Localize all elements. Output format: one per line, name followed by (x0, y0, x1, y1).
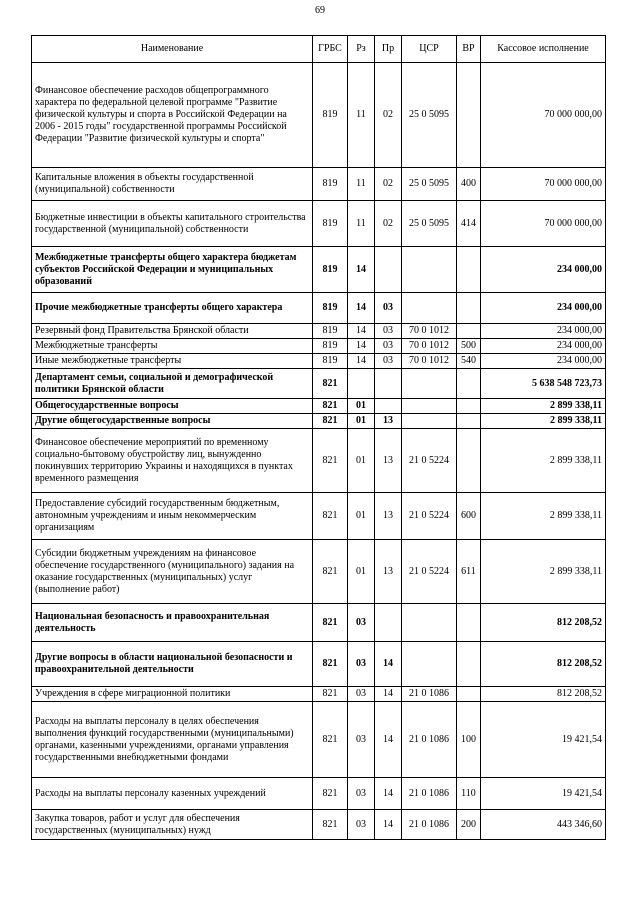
row-vr: 600 (457, 493, 481, 540)
row-csr: 21 0 1086 (402, 687, 457, 702)
row-name: Предоставление субсидий государственным бюджетным, автономным учреждениям и иным некоммерческим организациям (32, 493, 313, 540)
row-grbs: 821 (313, 493, 348, 540)
row-sum: 234 000,00 (481, 324, 606, 339)
row-grbs: 821 (313, 810, 348, 840)
row-pr: 14 (375, 687, 402, 702)
row-grbs: 821 (313, 540, 348, 604)
table-row (32, 604, 606, 642)
row-name: Другие общегосударственные вопросы (32, 414, 313, 429)
table-row (32, 324, 606, 339)
row-vr (457, 324, 481, 339)
table-row (32, 247, 606, 293)
row-sum: 19 421,54 (481, 778, 606, 810)
row-sum: 2 899 338,11 (481, 414, 606, 429)
row-name: Межбюджетные трансферты общего характера бюджетам субъектов Российской Федерации и муниципальных образований (32, 247, 313, 293)
table-row (32, 201, 606, 247)
row-pr: 14 (375, 778, 402, 810)
row-vr (457, 369, 481, 399)
row-rz: 01 (348, 493, 375, 540)
row-grbs: 819 (313, 247, 348, 293)
row-grbs: 819 (313, 201, 348, 247)
row-grbs: 821 (313, 414, 348, 429)
row-rz (348, 369, 375, 399)
row-vr (457, 687, 481, 702)
row-name: Финансовое обеспечение мероприятий по временному социально-бытовому обустройству лиц, вынужденно покинувших территорию Украины и находящихся в пунктах временного размещения (32, 429, 313, 493)
table-header-row (32, 36, 606, 63)
row-pr: 03 (375, 324, 402, 339)
row-csr (402, 247, 457, 293)
row-csr: 21 0 5224 (402, 540, 457, 604)
row-rz: 03 (348, 604, 375, 642)
table-row (32, 339, 606, 354)
row-csr (402, 642, 457, 687)
header-rz: Рз (348, 36, 375, 63)
row-pr: 13 (375, 429, 402, 493)
row-sum: 2 899 338,11 (481, 399, 606, 414)
table-row (32, 369, 606, 399)
row-rz: 03 (348, 778, 375, 810)
row-rz: 01 (348, 414, 375, 429)
row-rz: 01 (348, 429, 375, 493)
row-csr: 21 0 1086 (402, 778, 457, 810)
row-vr: 540 (457, 354, 481, 369)
row-pr: 03 (375, 339, 402, 354)
row-vr: 611 (457, 540, 481, 604)
table-row (32, 642, 606, 687)
row-sum: 70 000 000,00 (481, 63, 606, 168)
row-pr: 14 (375, 810, 402, 840)
row-rz: 14 (348, 324, 375, 339)
row-grbs: 821 (313, 642, 348, 687)
header-sum: Кассовое исполнение (481, 36, 606, 63)
row-csr (402, 399, 457, 414)
row-name: Финансовое обеспечение расходов общепрограммного характера по федеральной целевой программе "Развитие физической культуры и спорта в Российской Федерации на 2006 - 2015 годы" государственной программы Российской Федерации "Развитие физической культуры и спорта" (32, 63, 313, 168)
row-pr (375, 399, 402, 414)
row-name: Закупка товаров, работ и услуг для обеспечения государственных (муниципальных) нужд (32, 810, 313, 840)
row-vr: 110 (457, 778, 481, 810)
table-row (32, 687, 606, 702)
row-pr: 02 (375, 201, 402, 247)
row-rz: 01 (348, 540, 375, 604)
row-sum: 5 638 548 723,73 (481, 369, 606, 399)
row-sum: 234 000,00 (481, 247, 606, 293)
row-pr: 13 (375, 493, 402, 540)
row-grbs: 819 (313, 168, 348, 201)
row-csr: 21 0 1086 (402, 702, 457, 778)
row-vr (457, 247, 481, 293)
row-sum: 234 000,00 (481, 339, 606, 354)
row-csr (402, 414, 457, 429)
row-name: Расходы на выплаты персоналу в целях обеспечения выполнения функций государственными (муниципальными) органами, казенными учреждениями, органами управления государственными внебюджетными фондами (32, 702, 313, 778)
row-sum: 234 000,00 (481, 354, 606, 369)
row-vr: 400 (457, 168, 481, 201)
row-pr: 02 (375, 63, 402, 168)
row-vr (457, 414, 481, 429)
row-pr: 14 (375, 642, 402, 687)
row-grbs: 821 (313, 778, 348, 810)
table-row (32, 429, 606, 493)
row-sum: 70 000 000,00 (481, 201, 606, 247)
table-row (32, 493, 606, 540)
row-pr: 13 (375, 414, 402, 429)
row-csr: 25 0 5095 (402, 201, 457, 247)
row-name: Учреждения в сфере миграционной политики (32, 687, 313, 702)
row-rz: 03 (348, 642, 375, 687)
header-vr: ВР (457, 36, 481, 63)
header-name: Наименование (32, 36, 313, 63)
row-pr: 14 (375, 702, 402, 778)
row-name: Другие вопросы в области национальной безопасности и правоохранительной деятельности (32, 642, 313, 687)
row-grbs: 821 (313, 399, 348, 414)
row-rz: 03 (348, 810, 375, 840)
row-pr: 02 (375, 168, 402, 201)
row-sum: 2 899 338,11 (481, 429, 606, 493)
row-name: Департамент семьи, социальной и демографической политики Брянской области (32, 369, 313, 399)
row-vr (457, 604, 481, 642)
row-vr (457, 63, 481, 168)
row-sum: 443 346,60 (481, 810, 606, 840)
table-row (32, 293, 606, 324)
row-name: Прочие межбюджетные трансферты общего характера (32, 293, 313, 324)
row-name: Общегосударственные вопросы (32, 399, 313, 414)
row-sum: 19 421,54 (481, 702, 606, 778)
row-grbs: 819 (313, 293, 348, 324)
row-name: Бюджетные инвестиции в объекты капитального строительства государственной (муниципальной) собственности (32, 201, 313, 247)
row-csr: 21 0 5224 (402, 493, 457, 540)
row-grbs: 821 (313, 702, 348, 778)
row-name: Расходы на выплаты персоналу казенных учреждений (32, 778, 313, 810)
row-csr: 21 0 5224 (402, 429, 457, 493)
table-row (32, 778, 606, 810)
row-pr (375, 247, 402, 293)
table-row (32, 354, 606, 369)
row-rz: 01 (348, 399, 375, 414)
header-grbs: ГРБС (313, 36, 348, 63)
row-sum: 812 208,52 (481, 604, 606, 642)
row-rz: 11 (348, 168, 375, 201)
row-vr: 414 (457, 201, 481, 247)
row-grbs: 819 (313, 324, 348, 339)
row-rz: 14 (348, 354, 375, 369)
budget-execution-table (31, 35, 606, 840)
row-csr (402, 293, 457, 324)
row-grbs: 821 (313, 369, 348, 399)
row-vr: 100 (457, 702, 481, 778)
row-sum: 2 899 338,11 (481, 493, 606, 540)
row-rz: 14 (348, 247, 375, 293)
row-sum: 812 208,52 (481, 642, 606, 687)
row-pr: 03 (375, 293, 402, 324)
row-name: Иные межбюджетные трансферты (32, 354, 313, 369)
row-grbs: 819 (313, 354, 348, 369)
row-csr: 70 0 1012 (402, 324, 457, 339)
row-pr: 13 (375, 540, 402, 604)
table-row (32, 702, 606, 778)
row-sum: 2 899 338,11 (481, 540, 606, 604)
row-csr: 21 0 1086 (402, 810, 457, 840)
header-csr: ЦСР (402, 36, 457, 63)
row-grbs: 819 (313, 339, 348, 354)
row-csr: 70 0 1012 (402, 339, 457, 354)
row-vr (457, 293, 481, 324)
row-grbs: 821 (313, 687, 348, 702)
table-row (32, 399, 606, 414)
row-csr (402, 604, 457, 642)
row-rz: 11 (348, 201, 375, 247)
row-vr (457, 642, 481, 687)
table-row (32, 810, 606, 840)
table-row (32, 414, 606, 429)
table-row (32, 168, 606, 201)
row-sum: 234 000,00 (481, 293, 606, 324)
row-sum: 70 000 000,00 (481, 168, 606, 201)
row-name: Капитальные вложения в объекты государственной (муниципальной) собственности (32, 168, 313, 201)
row-sum: 812 208,52 (481, 687, 606, 702)
page-number: 69 (315, 5, 325, 16)
table-row (32, 63, 606, 168)
row-name: Резервный фонд Правительства Брянской области (32, 324, 313, 339)
row-vr (457, 399, 481, 414)
row-csr: 25 0 5095 (402, 168, 457, 201)
row-vr: 500 (457, 339, 481, 354)
row-rz: 11 (348, 63, 375, 168)
row-name: Межбюджетные трансферты (32, 339, 313, 354)
row-rz: 14 (348, 339, 375, 354)
row-rz: 03 (348, 687, 375, 702)
row-name: Национальная безопасность и правоохранительная деятельность (32, 604, 313, 642)
row-csr (402, 369, 457, 399)
header-pr: Пр (375, 36, 402, 63)
row-csr: 70 0 1012 (402, 354, 457, 369)
row-grbs: 821 (313, 604, 348, 642)
row-rz: 14 (348, 293, 375, 324)
row-vr (457, 429, 481, 493)
row-grbs: 819 (313, 63, 348, 168)
row-rz: 03 (348, 702, 375, 778)
row-grbs: 821 (313, 429, 348, 493)
row-pr (375, 369, 402, 399)
row-pr (375, 604, 402, 642)
row-vr: 200 (457, 810, 481, 840)
table-row (32, 540, 606, 604)
row-csr: 25 0 5095 (402, 63, 457, 168)
row-name: Субсидии бюджетным учреждениям на финансовое обеспечение государственного (муниципального) задания на оказание государственных (муниципальных) услуг (выполнение работ) (32, 540, 313, 604)
row-pr: 03 (375, 354, 402, 369)
